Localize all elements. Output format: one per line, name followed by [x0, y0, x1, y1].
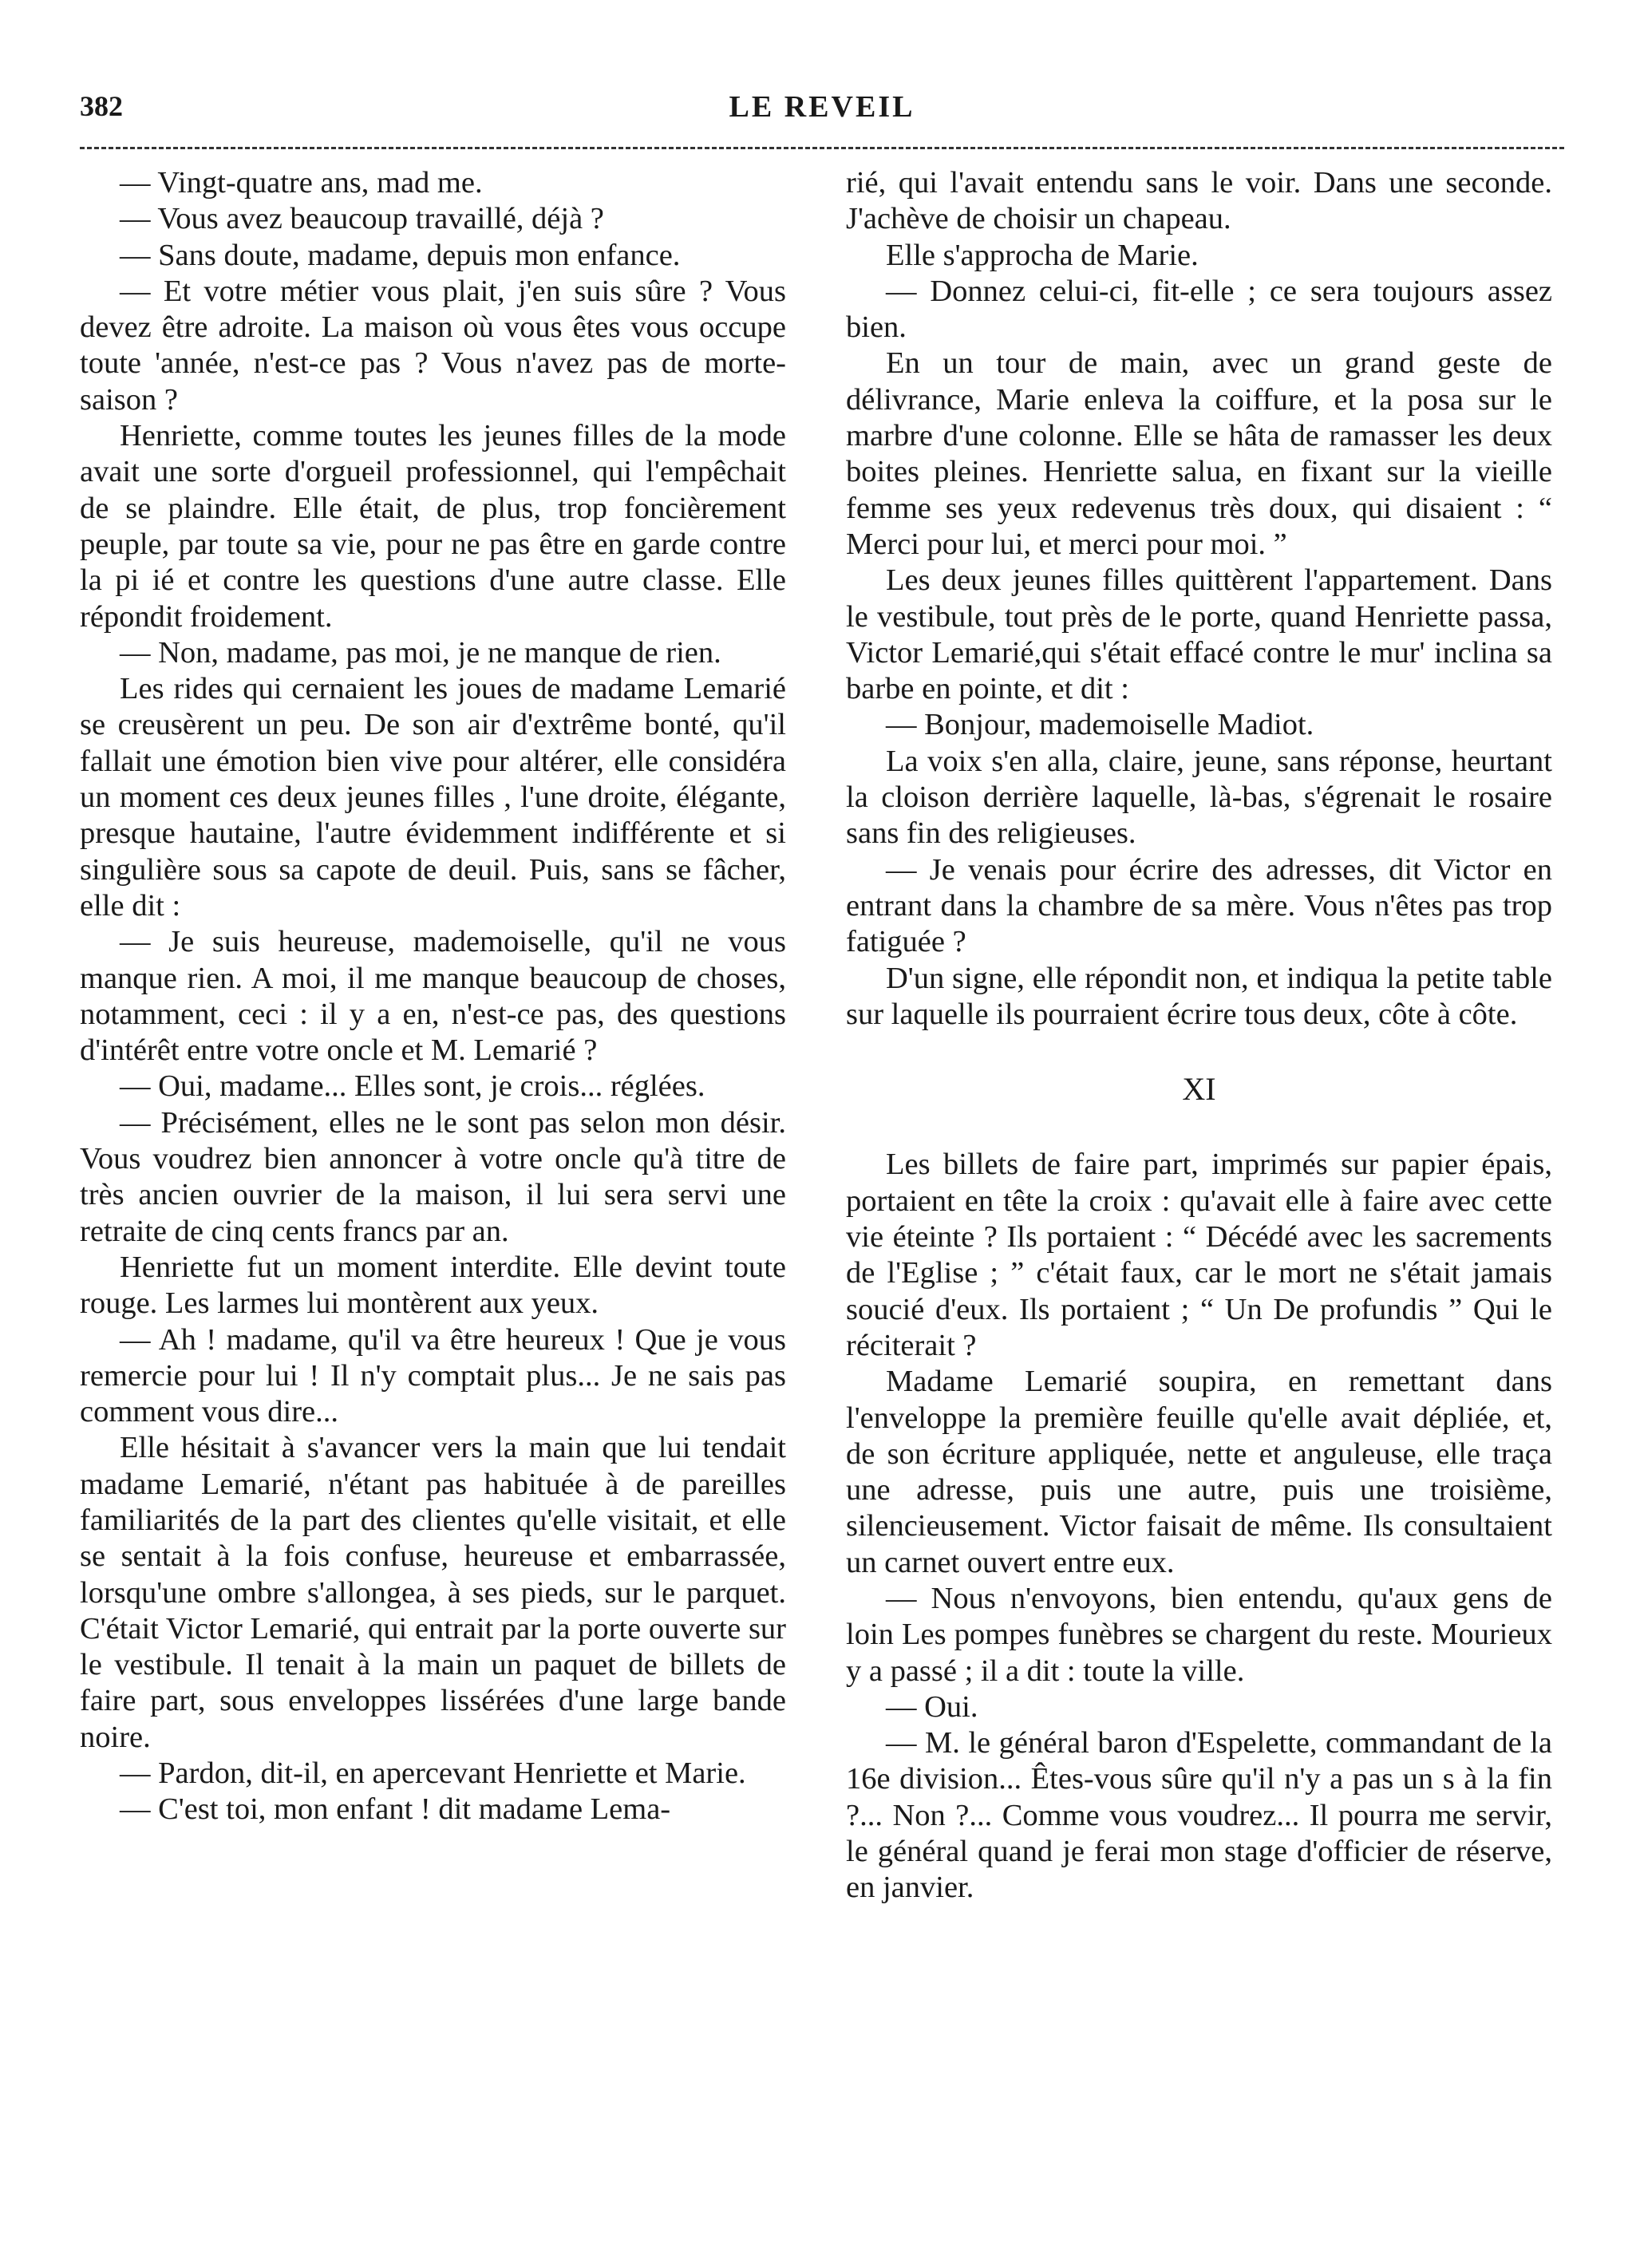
paragraph: — Et votre métier vous plait, j'en suis sûre ? Vous devez être adroite. La maison où vous êtes vous occupe toute 'année, n'est-ce pas ? Vous n'avez pas de morte-saison ? [80, 274, 786, 417]
paragraph: En un tour de main, avec un grand geste de délivrance, Marie enleva la coiffure, et la posa sur le marbre d'une colonne. Elle se hâta de ramasser les deux boites pleines. Henriette salua, en fixant sur la vieille femme ses yeux redevenus très doux, qui disaient : “ Merci pour lui, et merci pour moi. ” [846, 346, 1552, 561]
paragraph: — Oui. [886, 1689, 978, 1724]
paragraph: — Je venais pour écrire des adresses, dit Victor en entrant dans la chambre de sa mère. Vous n'êtes pas trop fatiguée ? [846, 852, 1552, 959]
paragraph: — C'est toi, mon enfant ! dit madame Lema- [120, 1792, 671, 1827]
paragraph: — Non, madame, pas moi, je ne manque de rien. [120, 635, 721, 670]
paragraph: Les billets de faire part, imprimés sur papier épais, portaient en tête la croix : qu'avait elle à faire avec cette vie éteinte ? Ils portaient : “ Décédé avec les sacrements de l'Eglise ; ” c'était faux, car le mort ne s'était jamais soucié d'eux. Ils portaient ; “ Un De profundis ” Qui le réciterait ? [846, 1148, 1552, 1362]
left-column [80, 165, 786, 1828]
paragraph: Elle hésitait à s'avancer vers la main que lui tendait madame Lemarié, n'étant pas habituée à de pareilles familiarités de la part des clientes qu'elle visitait, et elle se sentait à la fois confuse, heureuse et embarrassée, lorsqu'une ombre s'allongea, à ses pieds, sur le parquet. C'était Victor Lemarié, qui entrait par la porte ouverte sur le vestibule. Il tenait à la main un paquet de billets de faire part, sous enveloppes lissérées d'une large bande noire. [80, 1431, 786, 1754]
paragraph: — M. le général baron d'Espelette, commandant de la 16e division... Êtes-vous sûre qu'il n'y a pas un s à la fin ?... Non ?... Comme vous voudrez... Il pourra me servir, le général quand je ferai mon stage d'officier de réserve, en janvier. [846, 1726, 1552, 1905]
right-column [846, 165, 1552, 1906]
paragraph: — Vous avez beaucoup travaillé, déjà ? [120, 202, 604, 236]
paragraph: — Donnez celui-ci, fit-elle ; ce sera toujours assez bien. [846, 274, 1552, 345]
running-title: LE REVEIL [729, 90, 915, 124]
paragraph: Henriette, comme toutes les jeunes filles de la mode avait une sorte d'orgueil professionnel, qui l'empêchait de se plaindre. Elle était, de plus, trop foncièrement peuple, par toute sa vie, pour ne pas être en garde contre la pi ié et contre les questions d'une autre classe. Elle répondit froidement. [80, 419, 786, 634]
paragraph: — Nous n'envoyons, bien entendu, qu'aux gens de loin Les pompes funèbres se chargent du reste. Mourieux y a passé ; il a dit : toute la ville. [846, 1581, 1552, 1688]
paragraph: Elle s'approcha de Marie. [886, 238, 1199, 272]
header-rule [80, 147, 1564, 149]
paragraph: — Oui, madame... Elles sont, je crois... réglées. [120, 1069, 705, 1104]
paragraph: Madame Lemarié soupira, en remettant dans l'enveloppe la première feuille qu'elle avait dépliée, et, de son écriture appliquée, nette et anguleuse, elle traça une adresse, puis une autre, puis une troisième, silencieusement. Victor faisait de même. Ils consultaient un carnet ouvert entre eux. [846, 1365, 1552, 1579]
paragraph: — Vingt-quatre ans, mad me. [120, 166, 483, 200]
chapter-heading: XI [1182, 1071, 1216, 1108]
paragraph: — Je suis heureuse, mademoiselle, qu'il ne vous manque rien. A moi, il me manque beaucoup de choses, notamment, ceci : il y a en, n'est-ce pas, des questions d'intérêt entre votre oncle et M. Lemarié ? [80, 925, 786, 1068]
paragraph: — Ah ! madame, qu'il va être heureux ! Que je vous remercie pour lui ! Il n'y comptait plus... Je ne sais pas comment vous dire... [80, 1322, 786, 1429]
paragraph: — Bonjour, mademoiselle Madiot. [886, 708, 1314, 742]
paragraph: La voix s'en alla, claire, jeune, sans réponse, heurtant la cloison derrière laquelle, là-bas, s'égrenait le rosaire sans fin des religieuses. [846, 744, 1552, 851]
paragraph: D'un signe, elle répondit non, et indiqua la petite table sur laquelle ils pourraient écrire tous deux, côte à côte. [846, 961, 1552, 1031]
paragraph: Les rides qui cernaient les joues de madame Lemarié se creusèrent un peu. De son air d'extrême bonté, qu'il fallait une émotion bien vive pour altérer, elle considéra un moment ces deux jeunes filles , l'une droite, élégante, presque hautaine, l'autre évidemment indifférente et si singulière sous sa capote de deuil. Puis, sans se fâcher, elle dit : [80, 672, 786, 923]
paragraph: rié, qui l'avait entendu sans le voir. Dans une seconde. J'achève de choisir un chapeau. [846, 166, 1552, 236]
page-number: 382 [80, 90, 123, 122]
paragraph: Les deux jeunes filles quittèrent l'appartement. Dans le vestibule, tout près de le porte, quand Henriette passa, Victor Lemarié,qui s'était effacé contre le mur' inclina sa barbe en pointe, et dit : [846, 563, 1552, 706]
running-header [80, 89, 1564, 129]
paragraph: Henriette fut un moment interdite. Elle devint toute rouge. Les larmes lui montèrent aux yeux. [80, 1250, 786, 1321]
paragraph: — Précisément, elles ne le sont pas selon mon désir. Vous voudrez bien annoncer à votre oncle qu'à titre de très ancien ouvrier de la maison, il lui sera servi une retraite de cinq cents francs par an. [80, 1105, 786, 1248]
paragraph: — Pardon, dit-il, en apercevant Henriette et Marie. [120, 1756, 746, 1791]
paragraph: — Sans doute, madame, depuis mon enfance. [120, 238, 681, 272]
